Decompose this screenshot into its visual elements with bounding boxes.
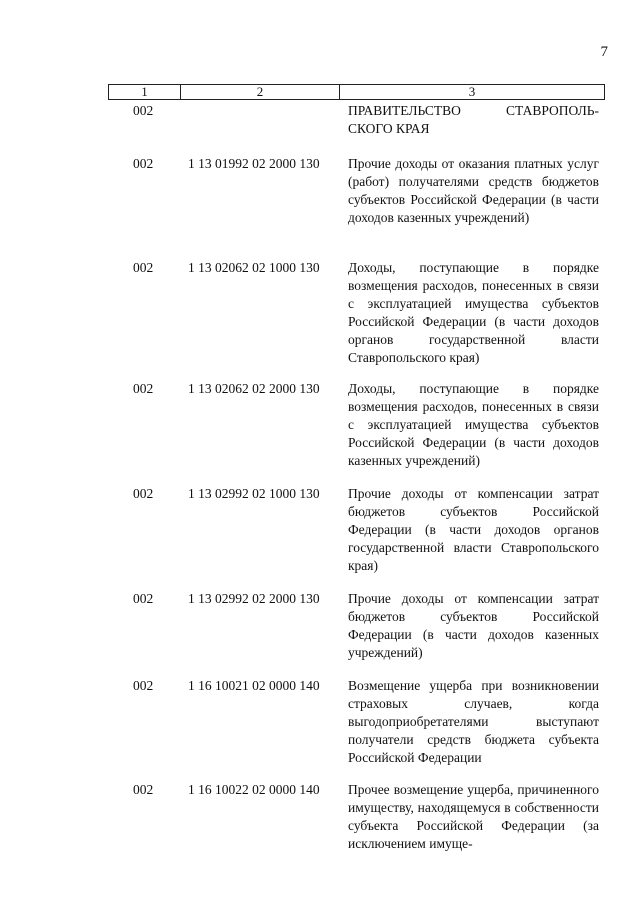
income-description: Доходы, поступающие в порядке возмещения расходов, понесенных в связи с эксплуатацией имущества субъектов Российской Федерации (в части доходов казенных учреждений) [348,381,599,468]
income-code: 1 13 01992 02 2000 130 [188,156,320,171]
income-code: 1 16 10021 02 0000 140 [188,678,320,693]
admin-code: 002 [133,103,154,118]
income-code: 1 13 02992 02 2000 130 [188,591,320,606]
admin-code: 002 [133,156,154,171]
admin-code: 002 [133,381,154,396]
admin-code: 002 [133,486,154,501]
income-description: Прочее возмещение ущерба, причиненного имуществу, находящемуся в собственности субъекта Российской Федерации (за исключением имуще- [348,782,599,851]
page-number: 7 [600,44,608,60]
header-col-3: 3 [468,84,476,99]
admin-code: 002 [133,782,154,797]
income-code: 1 13 02062 02 1000 130 [188,260,320,275]
admin-code: 002 [133,591,154,606]
income-code: 1 13 02992 02 1000 130 [188,486,320,501]
header-col-2: 2 [181,85,340,99]
income-description: Возмещение ущерба при возникновении страховых случаев, когда выгодоприобретателями выступают получатели средств бюджета субъекта Российской Федерации [348,678,599,765]
income-code: 1 13 02062 02 2000 130 [188,381,320,396]
income-description: Доходы, поступающие в порядке возмещения расходов, понесенных в связи с эксплуатацией имущества субъектов Российской Федерации (в части доходов органов государственной власти Ставропольского края) [348,260,599,365]
admin-code: 002 [133,678,154,693]
income-description: Прочие доходы от компенсации затрат бюджетов субъектов Российской Федерации (в части доходов казенных учреждений) [348,591,599,660]
income-description: Прочие доходы от компенсации затрат бюджетов субъектов Российской Федерации (в части доходов органов государственной власти Ставропольского края) [348,486,599,573]
table-header [108,84,605,100]
income-description: ПРАВИТЕЛЬСТВО СТАВРОПОЛЬ-СКОГО КРАЯ [348,103,599,136]
header-col-1: 1 [109,85,181,99]
income-code: 1 16 10022 02 0000 140 [188,782,320,797]
admin-code: 002 [133,260,154,275]
income-description: Прочие доходы от оказания платных услуг (работ) получателями средств бюджетов субъектов Российской Федерации (в части доходов казенных учреждений) [348,156,599,225]
